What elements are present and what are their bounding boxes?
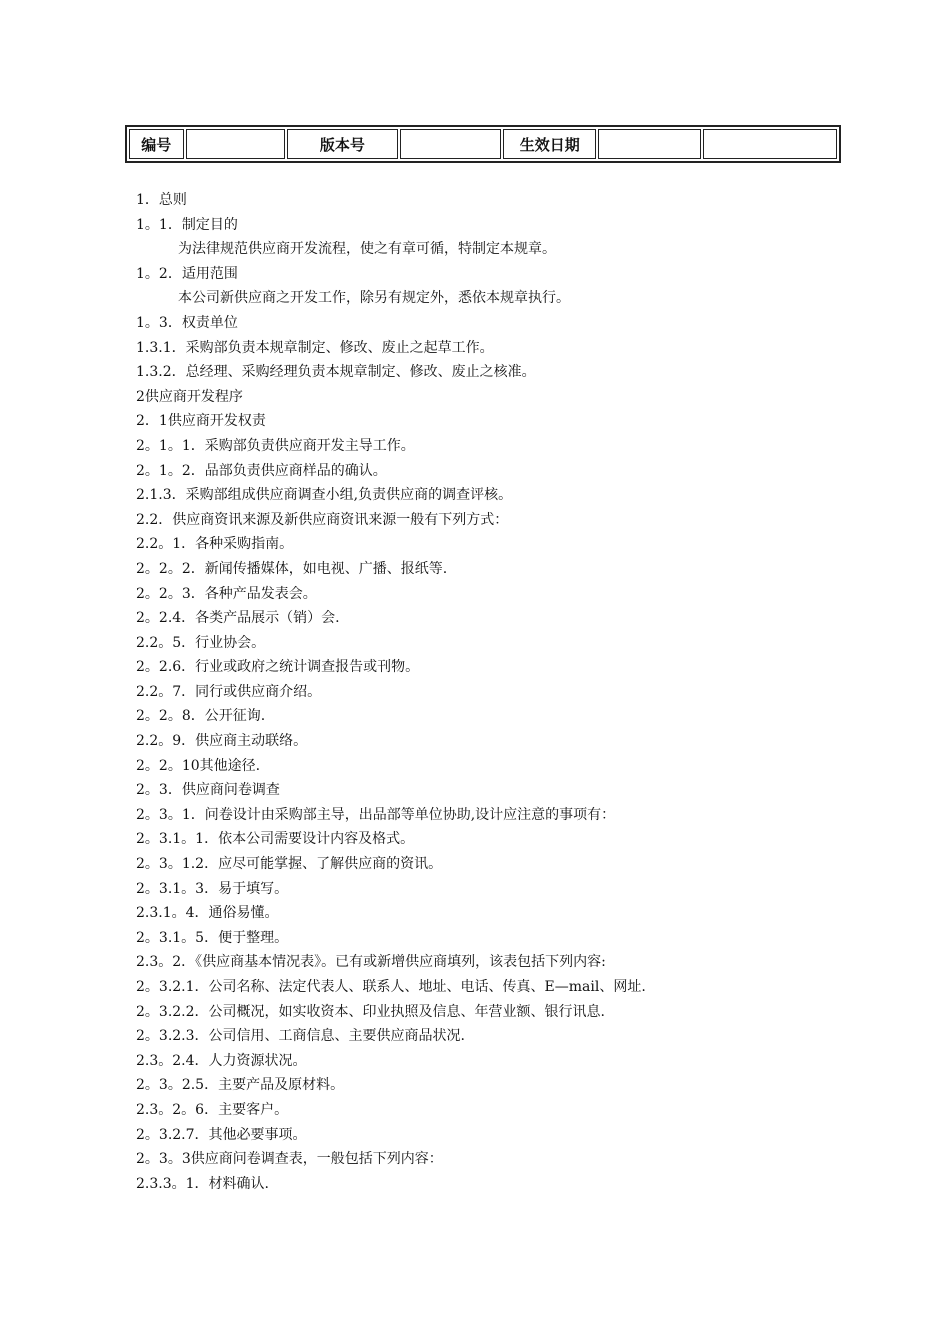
extra-cell xyxy=(703,129,837,159)
version-label: 版本号 xyxy=(287,129,398,159)
document-header-table xyxy=(125,125,841,163)
header-row xyxy=(129,129,837,159)
number-label: 编号 xyxy=(129,129,184,159)
section-line: 2.2。1．各种采购指南。 xyxy=(136,536,294,553)
section-line: 2。3．供应商问卷调查 xyxy=(136,782,280,799)
section-line: 2.3。2．《供应商基本情况表》。已有或新增供应商填列，该表包括下列内容: xyxy=(136,954,606,971)
section-line: 2。2。10其他途径. xyxy=(136,757,261,774)
section-line: 1。2．适用范围 xyxy=(136,265,238,282)
section-line: 2。3。1．问卷设计由采购部主导，出品部等单位协助,设计应注意的事项有： xyxy=(136,806,616,823)
section-line: 2。2。3．各种产品发表会。 xyxy=(136,585,317,602)
section-line: 2.2。9．供应商主动联络。 xyxy=(136,733,308,750)
section-line: 1.3.1．采购部负责本规章制定、修改、废止之起草工作。 xyxy=(136,339,494,356)
section-line: 2。3.2.2．公司概况，如实收资本、印业执照及信息、年营业额、银行讯息. xyxy=(136,1003,605,1020)
section-line: 2.3。2。6．主要客户。 xyxy=(136,1101,289,1118)
effective-date-value xyxy=(598,129,701,159)
number-value xyxy=(186,129,285,159)
section-line: 2.2。5．行业协会。 xyxy=(136,634,266,651)
section-line: 2供应商开发程序 xyxy=(136,388,243,405)
section-line: 2。1。1．采购部负责供应商开发主导工作。 xyxy=(136,437,415,454)
section-line: 2.3。2.4．人力资源状况。 xyxy=(136,1052,307,1069)
section-line: 2。3.1。1．依本公司需要设计内容及格式。 xyxy=(136,831,415,848)
body-paragraph: 本公司新供应商之开发工作，除另有规定外，悉依本规章执行。 xyxy=(178,290,570,307)
section-line: 1。3．权责单位 xyxy=(136,314,238,331)
section-line: 2。2。2．新闻传播媒体，如电视、广播、报纸等. xyxy=(136,560,448,577)
version-value xyxy=(400,129,501,159)
effective-date-label: 生效日期 xyxy=(503,129,596,159)
section-line: 1。1．制定目的 xyxy=(136,216,238,233)
section-line: 2。2.6．行业或政府之统计调查报告或刊物。 xyxy=(136,659,420,676)
body-paragraph: 为法律规范供应商开发流程，使之有章可循，特制定本规章。 xyxy=(178,241,556,258)
section-line: 2。1。2．品部负责供应商样品的确认。 xyxy=(136,462,387,479)
section-line: 2。2.4．各类产品展示（销）会. xyxy=(136,610,340,627)
section-line: 2.2。7．同行或供应商介绍。 xyxy=(136,683,322,700)
section-line: 2。3。2.5．主要产品及原材料。 xyxy=(136,1077,345,1094)
section-line: 1．总则 xyxy=(136,192,187,208)
section-line: 2.1.3．采购部组成供应商调查小组,负责供应商的调查评核。 xyxy=(136,487,513,504)
section-line: 2.3.3。1．材料确认. xyxy=(136,1175,269,1192)
section-line: 2．1供应商开发权责 xyxy=(136,413,266,430)
section-line: 2。3。1.2．应尽可能掌握、了解供应商的资讯。 xyxy=(136,856,443,873)
section-line: 2。3.2.1．公司名称、法定代表人、联系人、地址、电话、传真、E—mail、网址. xyxy=(136,979,646,995)
section-line: 2.3.1。4．通俗易懂。 xyxy=(136,905,279,922)
section-line: 2。3.1。3．易于填写。 xyxy=(136,880,289,897)
section-line: 2。3。3供应商问卷调查表，一般包括下列内容： xyxy=(136,1151,443,1168)
section-line: 2。3.2.7．其他必要事项。 xyxy=(136,1126,307,1143)
section-line: 2。2。8．公开征询. xyxy=(136,708,266,725)
section-line: 2.2．供应商资讯来源及新供应商资讯来源一般有下列方式： xyxy=(136,511,509,528)
document-body xyxy=(136,188,836,1196)
section-line: 2。3.2.3．公司信用、工商信息、主要供应商品状况. xyxy=(136,1028,465,1045)
section-line: 1.3.2．总经理、采购经理负责本规章制定、修改、废止之核准。 xyxy=(136,364,536,381)
section-line: 2。3.1。5．便于整理。 xyxy=(136,929,289,946)
